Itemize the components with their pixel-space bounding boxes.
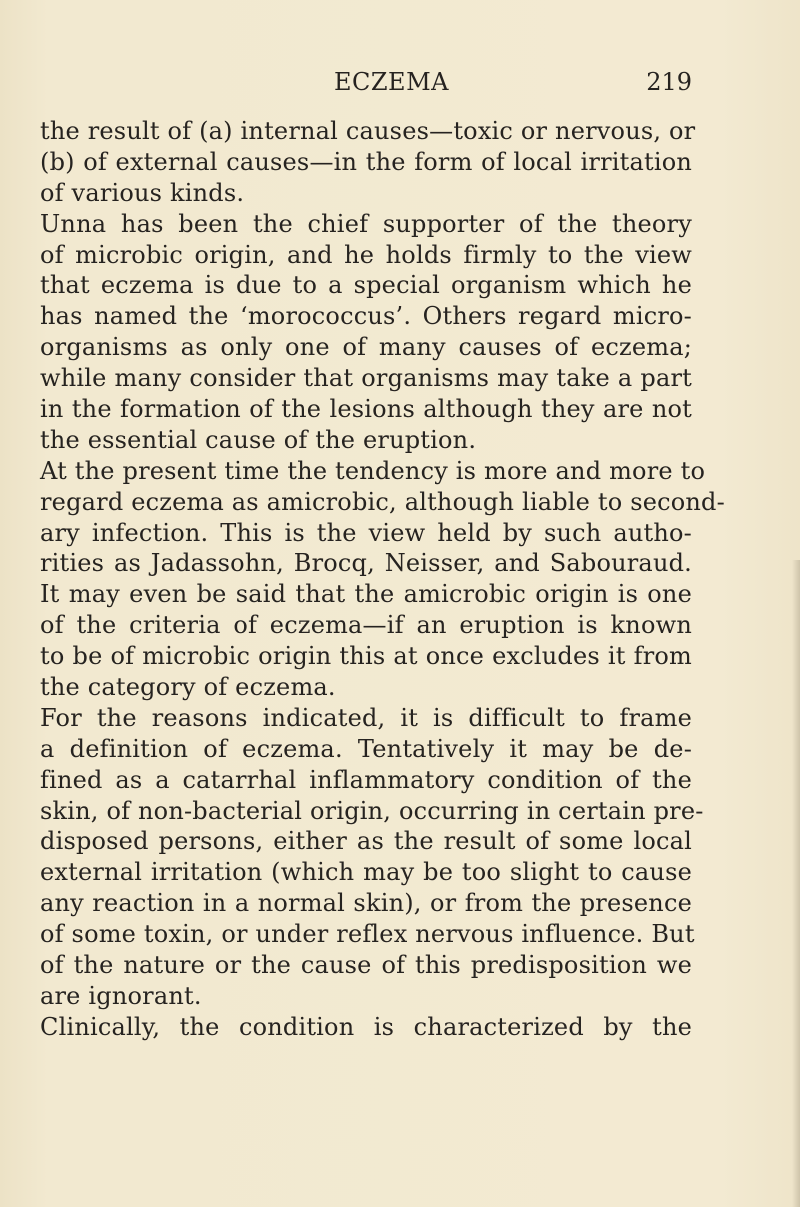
text-line: of some toxin, or under reflex nervous influence. But	[40, 920, 695, 949]
text-line: For the reasons indicated, it is difficult to frame	[40, 703, 692, 732]
text-line: Unna has been the chief supporter of the theory	[40, 209, 692, 238]
text-line: are ignorant.	[40, 981, 202, 1010]
text-line: (b) of external causes—in the form of local irritation	[40, 147, 692, 176]
text-line: Clinically, the condition is characterized by the	[40, 1012, 692, 1041]
text-line: of microbic origin, and he holds firmly to the view	[40, 240, 692, 269]
body-text	[40, 116, 725, 1043]
text-line: while many consider that organisms may take a part	[40, 364, 692, 393]
text-line: has named the ‘morococcus’. Others regard micro-	[40, 302, 692, 331]
text-line: regard eczema as amicrobic, although liable to second-	[40, 487, 725, 516]
text-line: ary infection. This is the view held by such autho-	[40, 518, 692, 547]
text-line: to be of microbic origin this at once excludes it from	[40, 642, 692, 671]
text-line: the essential cause of the eruption.	[40, 425, 477, 454]
text-line: of various kinds.	[40, 178, 245, 207]
text-line: the category of eczema.	[40, 673, 336, 702]
text-line: It may even be said that the amicrobic origin is one	[40, 580, 692, 609]
text-line: in the formation of the lesions although they are not	[40, 395, 692, 424]
text-line: that eczema is due to a special organism which he	[40, 271, 692, 300]
text-line: the result of (a) internal causes—toxic or nervous, or	[40, 117, 696, 145]
text-line: skin, of non-bacterial origin, occurring in certain pre-	[40, 796, 704, 825]
text-line: of the criteria of eczema—if an eruption is known	[40, 611, 692, 640]
text-line: a definition of eczema. Tentatively it may be de-	[40, 734, 692, 763]
text-line: fined as a catarrhal inflammatory condition of the	[40, 765, 692, 794]
text-line: At the present time the tendency is more and more to	[40, 456, 706, 485]
text-line: of the nature or the cause of this predisposition we	[40, 951, 692, 980]
page-number: 219	[646, 68, 692, 96]
text-line: any reaction in a normal skin), or from the presence	[40, 889, 692, 918]
text-line: rities as Jadassohn, Brocq, Neisser, and Sabouraud.	[40, 549, 692, 578]
page-header	[0, 68, 800, 104]
running-title: ECZEMA	[334, 68, 449, 96]
page-edge-shadow	[792, 560, 800, 1207]
text-line: disposed persons, either as the result of some local	[40, 827, 692, 856]
text-line: organisms as only one of many causes of eczema;	[40, 333, 692, 362]
text-line: external irritation (which may be too slight to cause	[40, 858, 692, 887]
